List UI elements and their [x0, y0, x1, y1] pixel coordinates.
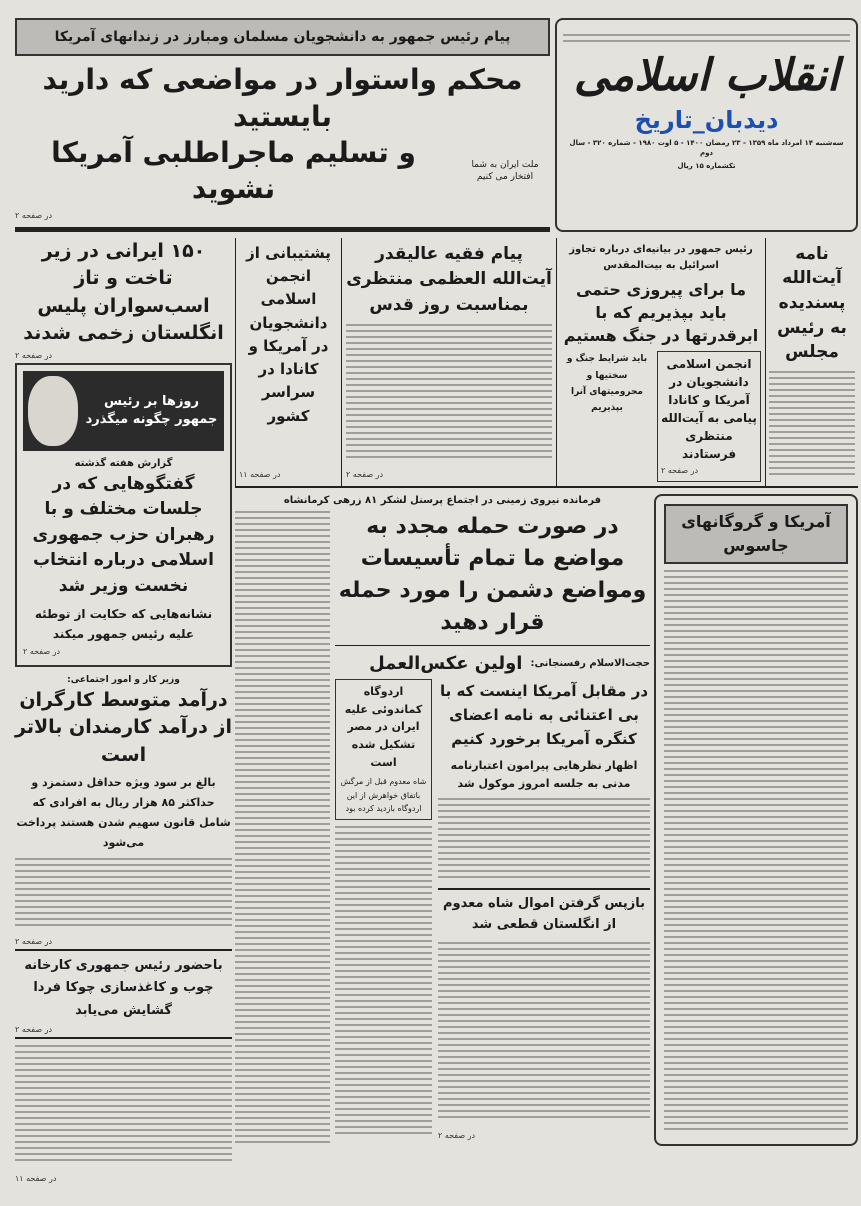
egypt-headline: اردوگاه کماندوئی علیه ایران در مصر تشکیل شده است	[344, 685, 423, 769]
rafsanjani-row	[335, 679, 650, 1143]
lead-ref: در صفحه ۲	[15, 210, 53, 220]
chouka-ref: در صفحه ۲	[15, 1024, 53, 1034]
report-kicker: گزارش هفته گذشته	[74, 457, 173, 469]
date-line: سه‌شنبه ۱۴ امرداد ماه ۱۳۵۹ - ۲۳ رمضان ۱۴۰۰ - ۵ اوت ۱۹۸۰ - شماره ۳۲۰ - سال دوم	[569, 138, 844, 158]
center-main	[335, 511, 650, 1143]
report-headline: گفتگوهایی که در جلسات مختلف و با رهبران حزب جمهوری اسلامی درباره انتخاب نخست وزیر شد	[32, 473, 215, 596]
anjoman-headline: انجمن اسلامی دانشجویان در آمریکا و کانادا پیامی به آیت‌الله منتظری فرستادند	[661, 357, 757, 462]
egypt-sub: شاه معدوم قبل از مرگش باتفاق خواهرش از این اردوگاه بازدید کرده بود	[340, 777, 427, 814]
support-column	[235, 238, 341, 487]
president-kicker: رئیس جمهور در بیانیه‌ای درباره تجاوز اسرائیل به بیت‌المقدس	[569, 243, 753, 271]
anjoman-ref: در صفحه ۲	[661, 466, 699, 476]
egypt-body	[335, 826, 432, 1137]
president-photo	[23, 371, 224, 451]
support-headline: پشتیبانی از انجمن اسلامی دانشجویان در آمریکا و کانادا در سراسر کشور	[246, 243, 331, 425]
commander-headline: در صورت حمله مجدد به مواضع ما تمام تأسیسات ومواضع دشمن را مورد حمله قرار دهید	[335, 511, 650, 646]
price: تکشماره ۱۵ ریال	[677, 161, 736, 170]
rafsanjani-kicker: حجت‌الاسلام رفسنجانی:	[530, 658, 650, 670]
report-sub: نشانه‌هایی که حکایت از توطئه علیه رئیس جمهور میکند	[34, 607, 213, 641]
left-box	[15, 363, 232, 667]
chouka-headline: باحضور رئیس جمهوری کارخانه چوب و کاغذسازی چوکا فردا گشایش می‌یابد	[24, 958, 223, 1018]
bottom-left-body	[15, 1045, 232, 1165]
egypt-column	[335, 679, 432, 1143]
portrait	[28, 376, 78, 446]
watermark: دیدبان_تاریخ	[634, 105, 779, 134]
rafsanjani-headline-2: در مقابل آمریکا اینست که با بی اعتنائی به نامه اعضای کنگره آمریکا برخورد کنیم	[439, 682, 649, 749]
photo-caption: روزها بر رئیس جمهور چگونه میگذرد	[85, 393, 218, 427]
left-column	[15, 238, 232, 1186]
montazeri-body	[346, 324, 552, 461]
police-ref: در صفحه ۲	[15, 350, 53, 360]
divider	[15, 949, 232, 951]
montazeri-column	[341, 238, 556, 487]
president-sub: باید شرایط جنگ و سختیها و محرومیتهای آنرا بپذیریم	[566, 354, 648, 413]
labor-kicker: وزیر کار و امور اجتماعی:	[67, 674, 180, 685]
hostages-headline: آمریکا و گروگانهای جاسوس	[664, 504, 848, 564]
rafsanjani-body	[438, 798, 650, 878]
shah-assets-body	[438, 942, 650, 1122]
pasandideh-body	[769, 371, 855, 476]
shah-assets-ref: در صفحه ۲	[438, 1131, 476, 1141]
lead-story	[15, 18, 550, 232]
bottom-ref: در صفحه ۱۱	[15, 1173, 57, 1183]
labor-sub: بالغ بر سود ویژه حداقل دستمزد و حداکثر ۸۵ هزار ریال به افرادی که شامل قانون سهیم شدن هستند پرداخت می‌شود	[16, 776, 231, 849]
hostages-body	[664, 570, 848, 1130]
center-column	[235, 494, 650, 1146]
top-row	[15, 18, 858, 232]
lead-banner: پیام رئیس جمهور به دانشجویان مسلمان ومبارز در زندانهای آمریکا	[15, 18, 550, 56]
president-headline: ما برای پیروزی حتمی باید بپذیریم که با ابرقدرتها در جنگ هستیم	[563, 279, 759, 346]
divider	[438, 888, 650, 890]
lead-line2-row	[15, 135, 550, 208]
rafsanjani-top	[335, 652, 650, 675]
hostages-box	[654, 494, 858, 1146]
commander-body	[235, 511, 330, 1143]
labor-ref: در صفحه ۲	[15, 937, 53, 947]
center-body	[235, 511, 650, 1143]
commander-kicker: فرمانده نیروی زمینی در اجتماع پرسنل لشکر ۸۱ زرهی کرمانشاه	[283, 495, 602, 507]
shah-assets-headline: بازپس گرفتن اموال شاه معدوم از انگلستان قطعی شد	[442, 896, 645, 933]
labor-headline: درآمد متوسط کارگران از درآمد کارمندان بالاتر است	[15, 688, 232, 766]
labor-body	[15, 858, 232, 928]
pasandideh-column	[766, 238, 858, 487]
third-row	[235, 494, 858, 1146]
rafsanjani-column	[438, 679, 650, 1143]
main	[15, 238, 858, 1186]
rafsanjani-sub: اظهار نظرهایی پیرامون اعتبارنامه مدنی به جلسه امروز موکول شد	[450, 759, 638, 790]
lead-headline-1: محکم واستوار در مواضعی که دارید بایستید	[42, 63, 523, 133]
newspaper-title: انقلاب اسلامی	[573, 50, 840, 101]
divider	[15, 1037, 232, 1039]
montazeri-headline: پیام فقیه عالیقدر آیت‌الله العظمی منتظری بمناسبت روز قدس	[346, 243, 552, 315]
anjoman-box	[657, 351, 761, 482]
lead-aside: ملت ایران به شما افتخار می کنیم	[471, 159, 539, 183]
police-headline: ۱۵۰ ایرانی در زیر تاخت و تاز اسب‌سواران پلیس انگلستان زخمی شدند	[23, 239, 224, 345]
lead-headline-2: و تسلیم ماجراطلبی آمریکا نشوید	[51, 135, 416, 206]
president-subrow	[561, 351, 761, 482]
second-row	[235, 238, 858, 489]
montazeri-ref: در صفحه ۲	[346, 470, 384, 480]
rafsanjani-headline-1: اولین عکس‌العمل	[369, 652, 523, 674]
masthead-subtitle-lines	[563, 34, 850, 44]
support-ref: در صفحه ۱۱	[239, 470, 281, 480]
report-ref: در صفحه ۲	[23, 646, 61, 656]
right-section	[235, 238, 858, 1186]
masthead-box	[555, 18, 858, 232]
president-column	[556, 238, 766, 487]
egypt-box	[335, 679, 432, 820]
pasandideh-headline: نامه آیت‌الله پسندیده به رئیس مجلس	[777, 243, 847, 363]
